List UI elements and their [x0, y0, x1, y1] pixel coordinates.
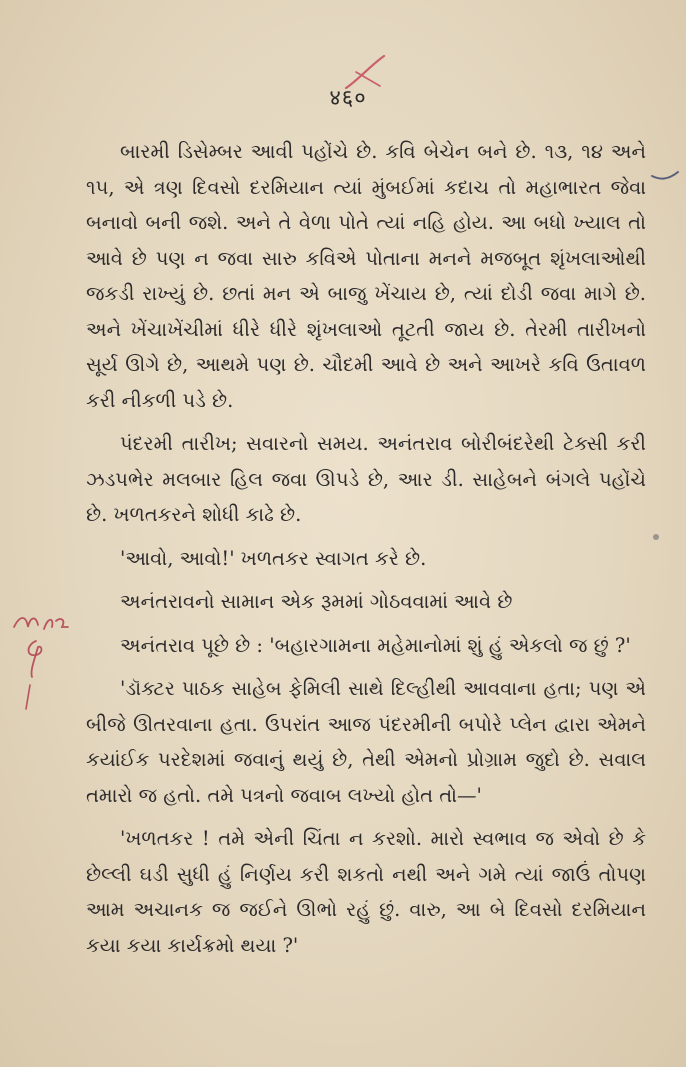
paragraph-3: 'આવો, આવો!' ખળતકર સ્વાગત કરે છે.	[120, 546, 427, 570]
paragraph-1: બારમી ડિસેમ્બર આવી પહોંચે છે. કવિ બેચેન બને છે. ૧૩, ૧૪ અને ૧૫, એ ત્રણ દિવસો દરમિયાન ત્યાં મુંબઈમાં કદાચ તો મહાભારત જેવા બનાવો બની જશે. અને તે વેળા પોતે ત્યાં નહિ હોય. આ બધો ખ્યાલ તો આવે છે પણ ન જવા સારુ કવિએ પોતાના મનને મજબૂત શૃંખલાઓથી જકડી રાખ્યું છે. છતાં મન એ બાજુ ખેંચાય છે, ત્યાં દોડી જવા માગે છે. અને ખેંચાખેંચીમાં ધીરે ધીરે શૃંખલાઓ તૂટતી જાય છે. તેરમી તારીખનો સૂર્ય ઊગે છે, આથમે પણ છે. ચૌદમી આવે છે અને આખરે કવિ ઉતાવળ કરી નીકળી પડે છે.	[86, 140, 646, 412]
paragraph-6: 'ડૉક્ટર પાઠક સાહેબ ફેમિલી સાથે દિલ્હીથી આવવાના હતા; પણ એ બીજે ઊતરવાના હતા. ઉપરાંત આજ પંદરમીની બપોરે પ્લેન દ્વારા એમને કયાંઈક પરદેશમાં જવાનું થયું છે, તેથી એમનો પ્રોગ્રામ જુદો છે. સવાલ તમારો જ હતો. તમે પત્રનો જવાબ લખ્યો હોત તો—'	[86, 677, 646, 807]
paragraph-4: અનંતરાવનો સામાન એક રૂમમાં ગોઠવવામાં આવે છે	[120, 590, 513, 613]
body-text	[86, 134, 646, 971]
paragraph-7: 'ખળતકર ! તમે એની ચિંતા ન કરશો. મારો સ્વભાવ જ એવો છે કે છેલ્લી ઘડી સુધી હું નિર્ણય કરી શકતો નથી અને ગમે ત્યાં જાઉં તોપણ આમ અચાનક જ જઈને ઊભો રહું છું. વારુ, આ બે દિવસો દરમિયાન કયા કયા કાર્યક્રમો થયા ?'	[86, 827, 646, 957]
paragraph-2: પંદરમી તારીખ; સવારનો સમય. અનંતરાવ બોરીબંદરેથી ટેક્સી કરી ઝડપભેર મલબાર હિલ જવા ઊપડે છે, આર ડી. સાહેબને બંગલે પહોંચે છે. ખળતકરને શોધી કાઢે છે.	[86, 432, 646, 526]
paragraph-5: અનંતરાવ પૂછે છે : 'બહારગામના મહેમાનોમાં શું હું એકલો જ છું ?'	[120, 633, 631, 657]
margin-dot	[653, 534, 659, 540]
page-number: ४६०	[329, 86, 367, 111]
margin-annotation-icon	[8, 605, 88, 715]
margin-tick-icon	[650, 168, 680, 184]
